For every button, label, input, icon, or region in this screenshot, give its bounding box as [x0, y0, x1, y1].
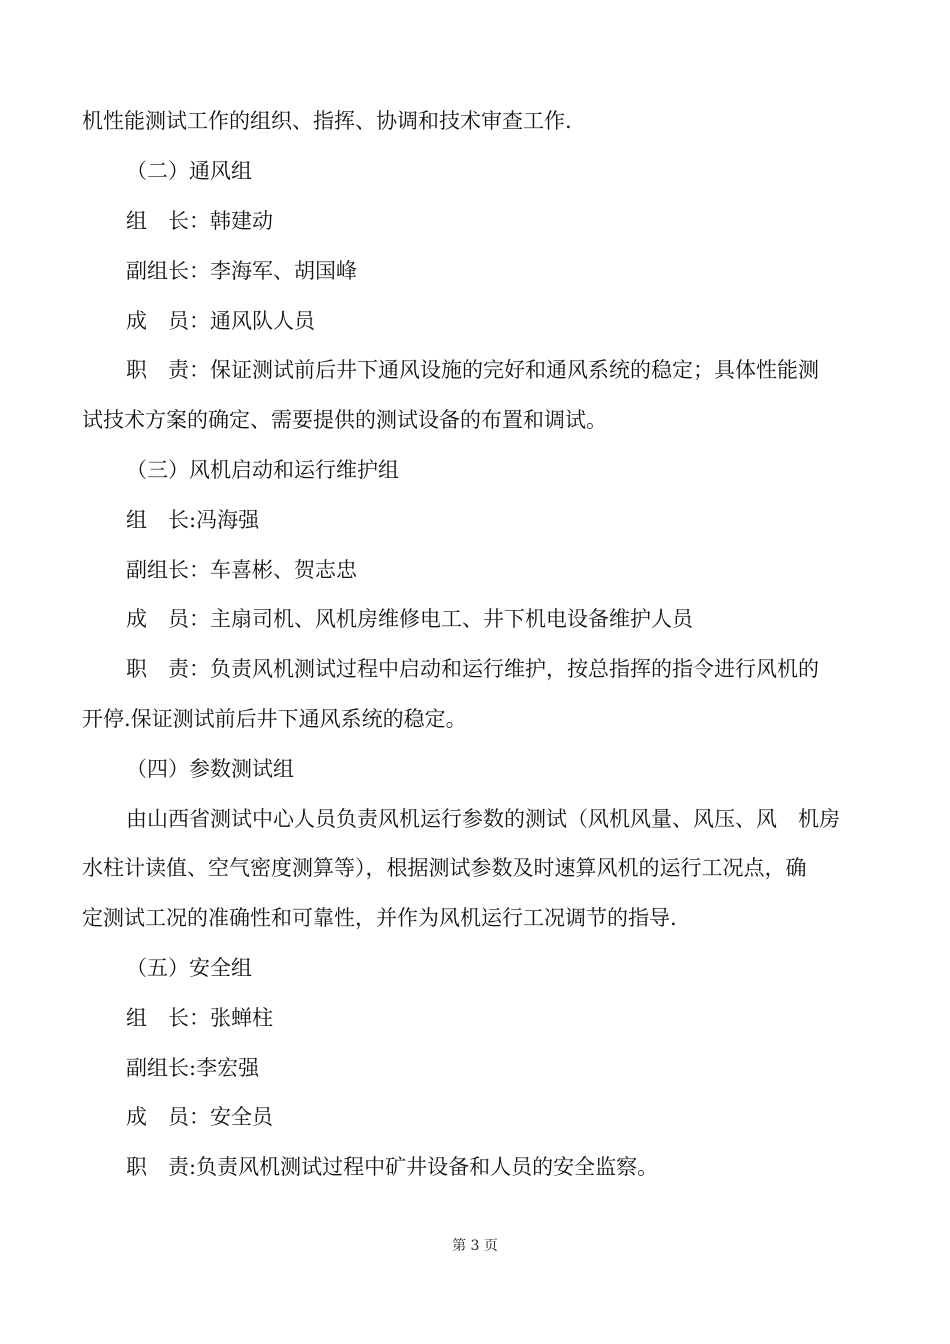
section-heading-parameter-test: （四）参数测试组: [126, 757, 294, 781]
duties-line: 职 责：保证测试前后井下通风设施的完好和通风系统的稳定；具体性能测: [126, 358, 819, 382]
deputy-leader-line: 副组长：李海军、胡国峰: [126, 259, 357, 283]
section-heading-safety: （五）安全组: [126, 956, 252, 980]
duties-line-continued: 试技术方案的确定、需要提供的测试设备的布置和调试。: [82, 408, 607, 432]
body-text-line: 机性能测试工作的组织、指挥、协调和技术审查工作.: [82, 109, 572, 133]
section-heading-fan-operation: （三）风机启动和运行维护组: [126, 458, 399, 482]
group-leader-line: 组 长:冯海强: [126, 508, 260, 532]
body-text-line: 定测试工况的准确性和可靠性，并作为风机运行工况调节的指导.: [82, 906, 677, 930]
deputy-leader-line: 副组长：车喜彬、贺志忠: [126, 558, 357, 582]
deputy-leader-line: 副组长:李宏强: [126, 1056, 260, 1080]
group-leader-line: 组 长：韩建动: [126, 209, 273, 233]
duties-line: 职 责：负责风机测试过程中启动和运行维护，按总指挥的指令进行风机的: [126, 657, 819, 681]
duties-line-continued: 开停.保证测试前后井下通风系统的稳定。: [82, 707, 467, 731]
section-heading-ventilation: （二）通风组: [126, 159, 252, 183]
page-number: 第 3 页: [452, 1238, 498, 1254]
body-text-line: 由山西省测试中心人员负责风机运行参数的测试（风机风量、风压、风 机房: [126, 807, 840, 831]
duties-line: 职 责:负责风机测试过程中矿井设备和人员的安全监察。: [126, 1155, 659, 1179]
members-line: 成 员：主扇司机、风机房维修电工、井下机电设备维护人员: [126, 607, 693, 631]
members-line: 成 员：安全员: [126, 1105, 273, 1129]
group-leader-line: 组 长：张蝉柱: [126, 1006, 273, 1030]
members-line: 成 员：通风队人员: [126, 309, 315, 333]
body-text-line: 水柱计读值、空气密度测算等），根据测试参数及时速算风机的运行工况点，确: [82, 856, 807, 880]
